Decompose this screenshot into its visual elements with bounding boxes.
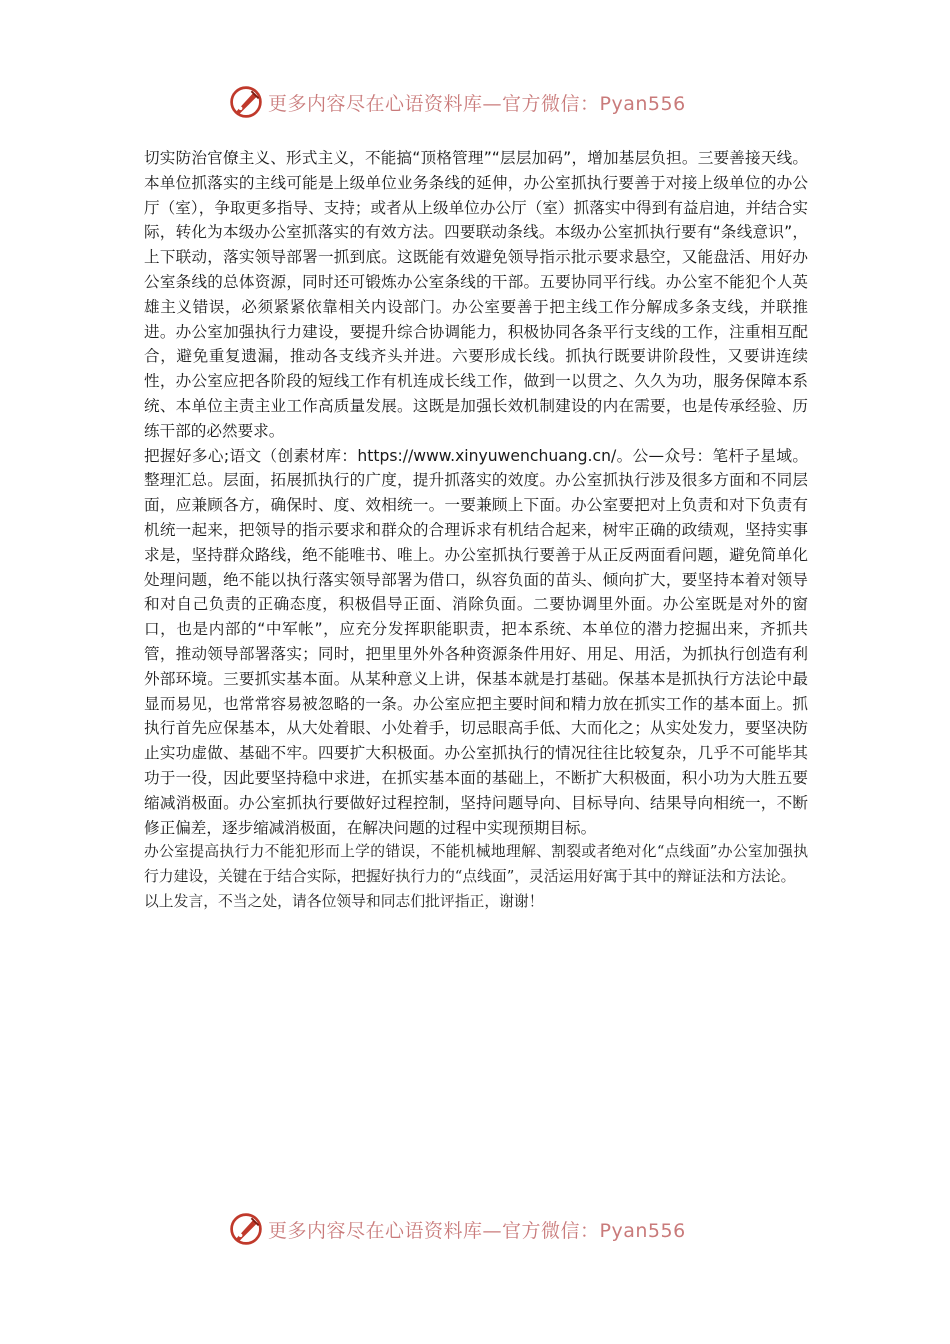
banner-handle: Pyan556 bbox=[599, 92, 686, 115]
banner-text: 更多内容尽在心语资料库—官方微信：Pyan556 bbox=[268, 1219, 686, 1242]
document-body bbox=[144, 146, 808, 914]
banner-text: 更多内容尽在心语资料库—官方微信：Pyan556 bbox=[268, 92, 686, 115]
footer-banner bbox=[228, 1209, 728, 1249]
pen-nib-logo-icon bbox=[228, 1211, 264, 1247]
body-paragraph-1: 切实防治官僚主义、形式主义，不能搞“顶格管理”“层层加码”，增加基层负担。三要善接天线。本单位抓落实的主线可能是上级单位业务条线的延伸，办公室抓执行要善于对接上级单位的办公厅（室），争取更多指导、支持；或者从上级单位办公厅（室）抓落实中得到有益启迪，并结合实际，转化为本级办公室抓落实的有效方法。四要联动条线。本级办公室抓执行要有“条线意识”，上下联动，落实领导部署一抓到底。这既能有效避免领导指示批示要求悬空，又能盘活、用好办公室条线的总体资源，同时还可锻炼办公室条线的干部。五要协同平行线。办公室不能犯个人英雄主义错误，必须紧紧依靠相关内设部门。办公室要善于把主线工作分解成多条支线，并联推进。办公室加强执行力建设，要提升综合协调能力，积极协同各条平行支线的工作，注重相互配合，避免重复遗漏，推动各支线齐头并进。六要形成长线。抓执行既要讲阶段性，又要讲连续性，办公室应把各阶段的短线工作有机连成长线工作，做到一以贯之、久久为功，服务保障本系统、本单位主责主业工作高质量发展。这既是加强长效机制建设的内在需要，也是传承经验、历练干部的必然要求。 bbox=[144, 149, 808, 440]
body-paragraph-2: 把握好多心;语文（创素材库：https://www.xinyuwenchuang.cn/。公—众号：笔杆子星域。整理汇总。层面，拓展抓执行的广度，提升抓落实的效度。办公室抓执行涉及很多方面和不同层面，应兼顾各方，确保时、度、效相统一。一要兼顾上下面。办公室要把对上负责和对下负责有机统一起来，把领导的指示要求和群众的合理诉求有机结合起来，树牢正确的政绩观，坚持实事求是，坚持群众路线，绝不能唯书、唯上。办公室抓执行要善于从正反两面看问题，避免简单化处理问题，绝不能以执行落实领导部署为借口，纵容负面的苗头、倾向扩大，要坚持本着对领导和对自己负责的正确态度，积极倡导正面、消除负面。二要协调里外面。办公室既是对外的窗口，也是内部的“中军帐”，应充分发挥职能职责，把本系统、本单位的潜力挖掘出来，齐抓共管，推动领导部署落实；同时，把里里外外各种资源条件用好、用足、用活，为抓执行创造有利外部环境。三要抓实基本面。从某种意义上讲，保基本就是打基础。保基本是抓执行方法论中最显而易见，也常常容易被忽略的一条。办公室应把主要时间和精力放在抓实工作的基本面上。抓执行首先应保基本，从大处着眼、小处着手，切忌眼高手低、大而化之；从实处发力，要坚决防止实功虚做、基础不牢。四要扩大积极面。办公室抓执行的情况往往比较复杂，几乎不可能毕其功于一役，因此要坚持稳中求进，在抓实基本面的基础上，不断扩大积极面，积小功为大胜五要缩减消极面。办公室抓执行要做好过程控制，坚持问题导向、目标导向、结果导向相统一，不断修正偏差，逐步缩减消极面，在解决问题的过程中实现预期目标。 bbox=[144, 446, 808, 837]
banner-handle: Pyan556 bbox=[599, 1219, 686, 1242]
body-paragraph-3: 办公室提高执行力不能犯形而上学的错误，不能机械地理解、割裂或者绝对化“点线面”办公室加强执行力建设，关键在于结合实际，把握好执行力的“点线面”，灵活运用好寓于其中的辩证法和方法论。 bbox=[144, 843, 808, 885]
body-paragraph-4: 以上发言，不当之处，请各位领导和同志们批评指正，谢谢！ bbox=[144, 892, 544, 910]
pen-nib-logo-icon bbox=[228, 84, 264, 120]
header-banner bbox=[228, 82, 728, 122]
